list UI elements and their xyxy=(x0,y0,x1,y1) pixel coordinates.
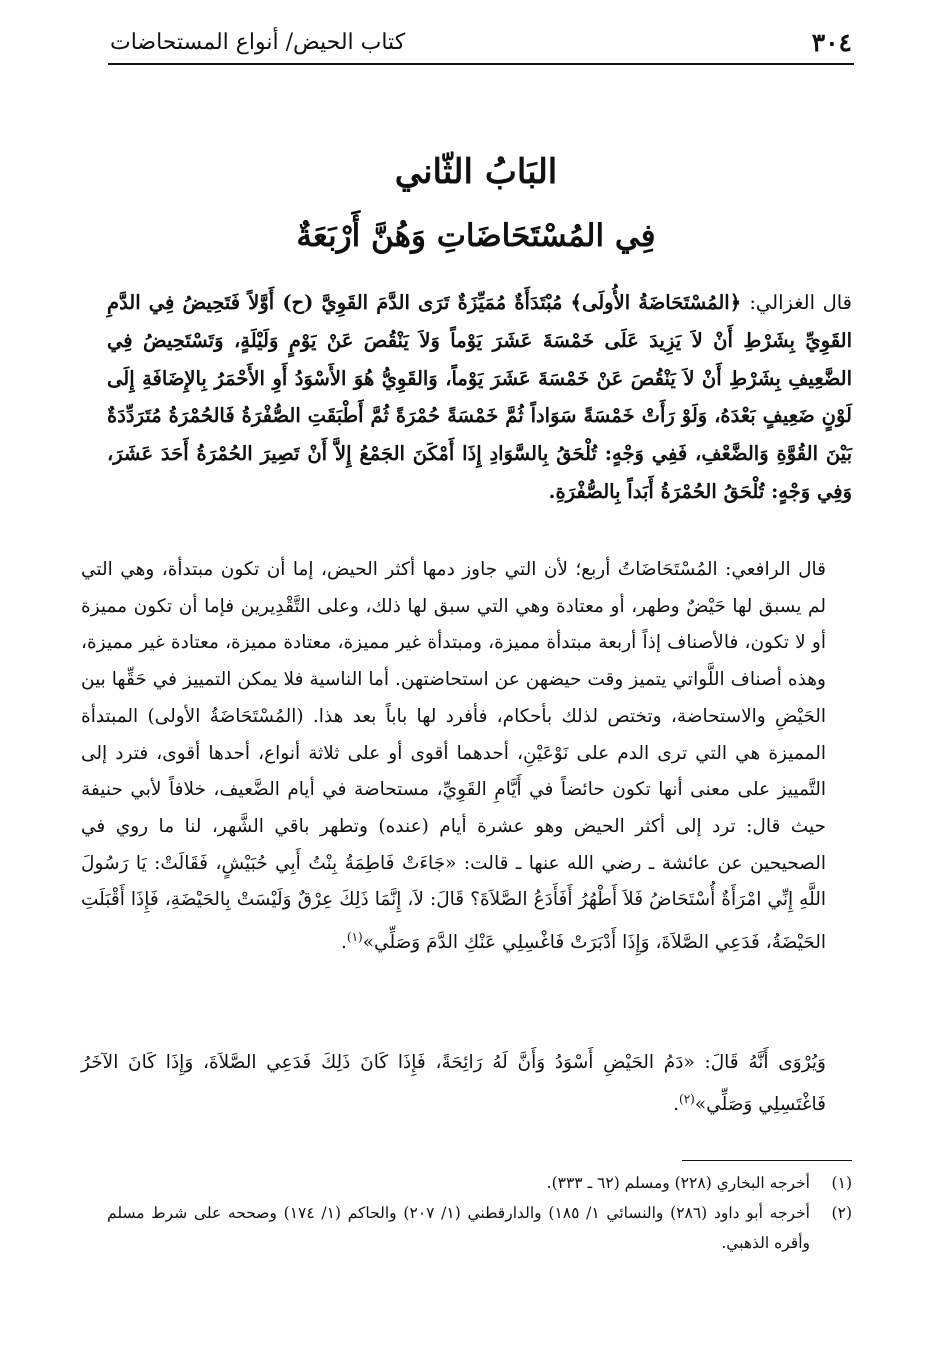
sharh-end: . xyxy=(341,932,347,954)
footnotes xyxy=(107,1168,852,1258)
header-divider xyxy=(108,63,854,65)
footnote xyxy=(107,1168,852,1198)
matn-paragraph xyxy=(107,284,852,511)
matn-speaker: قال الغزالي: xyxy=(749,291,853,314)
footnote-number: (٢) xyxy=(831,1204,852,1222)
matn-text: ﴿المُسْتَحَاضَةُ الأُولَى﴾ مُبْتَدَأَةٌ مُمَيِّزَةٌ تَرَى الدَّمَ القَوِيَّ (ح) أَوَّلاً فَتَحِيضُ فِي الدَّمِ القَوِيِّ بِشَرْطِ أَنْ لاَ يَزِيدَ عَلَى خَمْسَةَ عَشَرَ يَوْماً وَلاَ يَنْقُصَ عَنْ يَوْمٍ وَلَيْلَةٍ، وَتَسْتَحِيضُ فِي الضَّعِيفِ بِشَرْطِ أَنْ لاَ يَنْقُصَ عَنْ خَمْسَةَ عَشَرَ يَوْماً، وَالقَوِيُّ هُوَ الأَسْوَدُ أَوِ الأَحْمَرُ بِالإِضَافَةِ إِلَى لَوْنٍ ضَعِيفٍ بَعْدَهُ، وَلَوْ رَأَتْ خَمْسَةً سَوَاداً ثُمَّ خَمْسَةً حُمْرَةً ثُمَّ أَطْبَقَتِ الصُّفْرَةُ فَالحُمْرَةُ مُتَرَدِّدَةٌ بَيْنَ القُوَّةِ وَالضَّعْفِ، فَفِي وَجْهٍ: تُلْحَقُ بِالسَّوَادِ إِذَا أَمْكَنَ الجَمْعُ إِلاَّ أَنْ تَصِيرَ الحُمْرَةُ أَحَدَ عَشَرَ، وَفِي وَجْهٍ: تُلْحَقُ الحُمْرَةُ أَبَداً بِالصُّفْرَةِ. xyxy=(107,291,852,503)
footnote-text: أخرجه البخاري (٢٢٨) ومسلم (٦٢ ـ ٣٣٣). xyxy=(546,1174,810,1192)
footnote xyxy=(107,1198,852,1258)
running-header xyxy=(110,22,852,62)
footnote-number: (١) xyxy=(831,1174,852,1192)
footnote-ref-2[interactable]: (٢) xyxy=(679,1092,695,1106)
running-title: كتاب الحيض/ أنواع المستحاضات xyxy=(110,29,406,55)
hadith-paragraph xyxy=(81,1044,852,1123)
sharh-paragraph xyxy=(81,552,852,962)
hadith-end: . xyxy=(673,1094,679,1116)
footnote-ref-1[interactable]: (١) xyxy=(346,930,363,945)
chapter-subtitle: فِي المُسْتَحَاضَاتِ وَهُنَّ أَرْبَعَةٌ xyxy=(296,218,656,254)
sharh-text: قال الرافعي: المُسْتَحَاضَاتُ أربع؛ لأن التي جاوز دمها أكثر الحيض، إما أن تكون مبتدأة، وهي التي لم يسبق لها حَيْضٌ وطهر، أو معتادة وهي التي سبق لها ذلك، وعلى التَّقْدِيرين فإما أن تكون مميزة أو لا تكون، فالأصناف إذاً أربعة مبتدأة مميزة، ومبتدأة غير مميزة، معتادة مميزة، معتادة غير مميزة، وهذه أصناف اللَّواتي يتميز وقت حيضهن عن استحاضتهن. أما الناسية فلا يمكن التمييز في حَقِّها بين الحَيْضِ والاستحاضة، وتختص لذلك بأحكام، فأفرد لها باباً بعد هذا. (المُسْتَحَاضَةُ الأولى) المبتدأة المميزة هي التي ترى الدم على نَوْعَيْنِ، أحدهما أقوى أو على ثلاثة أنواع، أحدها أقوى، فترد إلى التَّمييز على معنى أنها تكون حائضاً في أَيَّامِ القَوِيِّ، مستحاضة في أيام الضَّعيف، خلافاً لأبي حنيفة حيث قال: ترد إلى أكثر الحيض وهو عشرة أيام (عنده) وتطهر باقي الشَّهر، لنا ما روي في الصحيحين عن عائشة ـ رضي الله عنها ـ قالت: «جَاءَتْ فَاطِمَةُ بِنْتُ أَبِي حُبَيْشٍ، فَقَالَتْ: يَا رَسُولَ اللَّهِ إِنِّي امْرَأَةٌ أُسْتَحَاضُ فَلاَ أَطْهُرُ أَفَأَدَعُ الصَّلاَةَ؟ قَالَ: لاَ، إِنَّمَا ذَلِكَ عِرْقٌ وَلَيْسَتْ بِالحَيْضَةِ، فَإِذَا أَقْبَلَتِ الحَيْضَةُ، فَدَعِي الصَّلاَةَ، وَإِذَا أَدْبَرَتْ فَاغْسِلِي عَنْكِ الدَّمَ وَصَلِّي» xyxy=(81,559,826,954)
footnote-text: أخرجه أبو داود (٢٨٦) والنسائي ١/ ١٨٥) والدارقطني (١/ ٢٠٧) والحاكم (١/ ١٧٤) وصححه على شرط مسلم وأقره الذهبي. xyxy=(107,1204,810,1252)
page-number: ٣٠٤ xyxy=(811,27,852,57)
chapter-title: البَابُ الثّاني xyxy=(394,152,558,192)
footnote-divider xyxy=(682,1160,852,1161)
hadith-text: وَيُرْوَى أَنَّهُ قَالَ: «دَمُ الحَيْضِ أَسْوَدُ وَأَنَّ لَهُ رَائِحَةً، فَإِذَا كَانَ ذَلِكَ فَدَعِي الصَّلاَةَ، وَإِذَا كَانَ الآخَرُ فَاغْتَسِلِي وَصَلِّي» xyxy=(81,1052,826,1116)
